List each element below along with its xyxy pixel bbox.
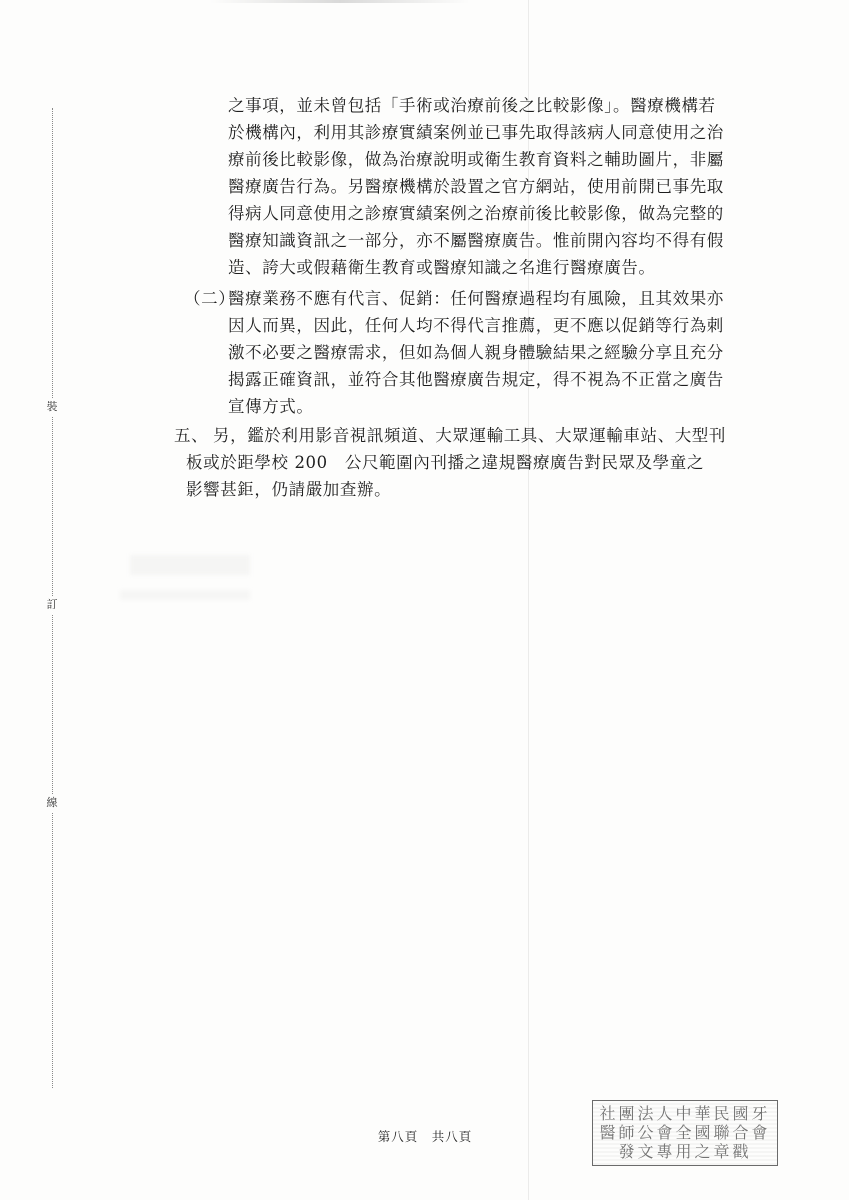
text-line: 造、誇大或假藉衛生教育或醫療知識之名進行醫療廣告。 <box>228 258 656 277</box>
text-line: 醫療廣告行為。另醫療機構於設置之官方網站，使用前開已事先取 <box>228 177 724 196</box>
seal-text-line: 發文專用之章戳 <box>618 1142 752 1161</box>
text-line: 得病人同意使用之診療實績案例之治療前後比較影像，做為完整的 <box>228 204 724 223</box>
text-line: 激不必要之醫療需求，但如為個人親身體驗結果之經驗分享且充分 <box>228 343 724 362</box>
paragraph-continuation <box>228 92 724 281</box>
item-marker-5: 五、 <box>174 426 209 445</box>
text-line: 影響甚鉅，仍請嚴加查辦。 <box>186 480 392 499</box>
item-marker-2: （二） <box>184 289 236 308</box>
official-seal-stamp <box>592 1100 778 1166</box>
seal-text-line: 醫師公會全國聯合會 <box>599 1123 771 1142</box>
text-line: 醫療知識資訊之一部分，亦不屬醫療廣告。惟前開內容均不得有假 <box>228 231 724 250</box>
scan-artifact <box>210 0 470 3</box>
show-through-artifact <box>130 555 250 575</box>
seal-text-line: 社團法人中華民國牙 <box>599 1104 771 1123</box>
text-line: 另，鑑於利用影音視訊頻道、大眾運輸工具、大眾運輸車站、大型刊 <box>213 426 726 445</box>
text-line: 於機構內，利用其診療實績案例並已事先取得該病人同意使用之治 <box>228 123 724 142</box>
text-line: 宣傳方式。 <box>228 397 314 416</box>
text-line: 因人而異，因此，任何人均不得代言推薦，更不應以促銷等行為刺 <box>228 316 724 335</box>
paragraph-item-2 <box>228 285 724 420</box>
text-line: 療前後比較影像，做為治療說明或衛生教育資料之輔助圖片，非屬 <box>228 150 724 169</box>
binding-mark-ding: 訂 <box>44 596 60 614</box>
text-line: 之事項，並未曾包括「手術或治療前後之比較影像」。醫療機構若 <box>228 96 716 115</box>
binding-mark-zhuang: 裝 <box>44 398 60 416</box>
page-number: 第八頁 共八頁 <box>377 1129 473 1144</box>
binding-mark-xian: 線 <box>44 794 60 812</box>
text-line: 板或於距學校 200 公尺範圍內刊播之違規醫療廣告對民眾及學童之 <box>186 453 704 472</box>
show-through-artifact <box>120 590 250 600</box>
text-line: 揭露正確資訊，並符合其他醫療廣告規定，得不視為不正當之廣告 <box>228 370 724 389</box>
text-line: 醫療業務不應有代言、促銷：任何醫療過程均有風險，且其效果亦 <box>228 289 724 308</box>
paragraph-item-5 <box>186 449 704 503</box>
